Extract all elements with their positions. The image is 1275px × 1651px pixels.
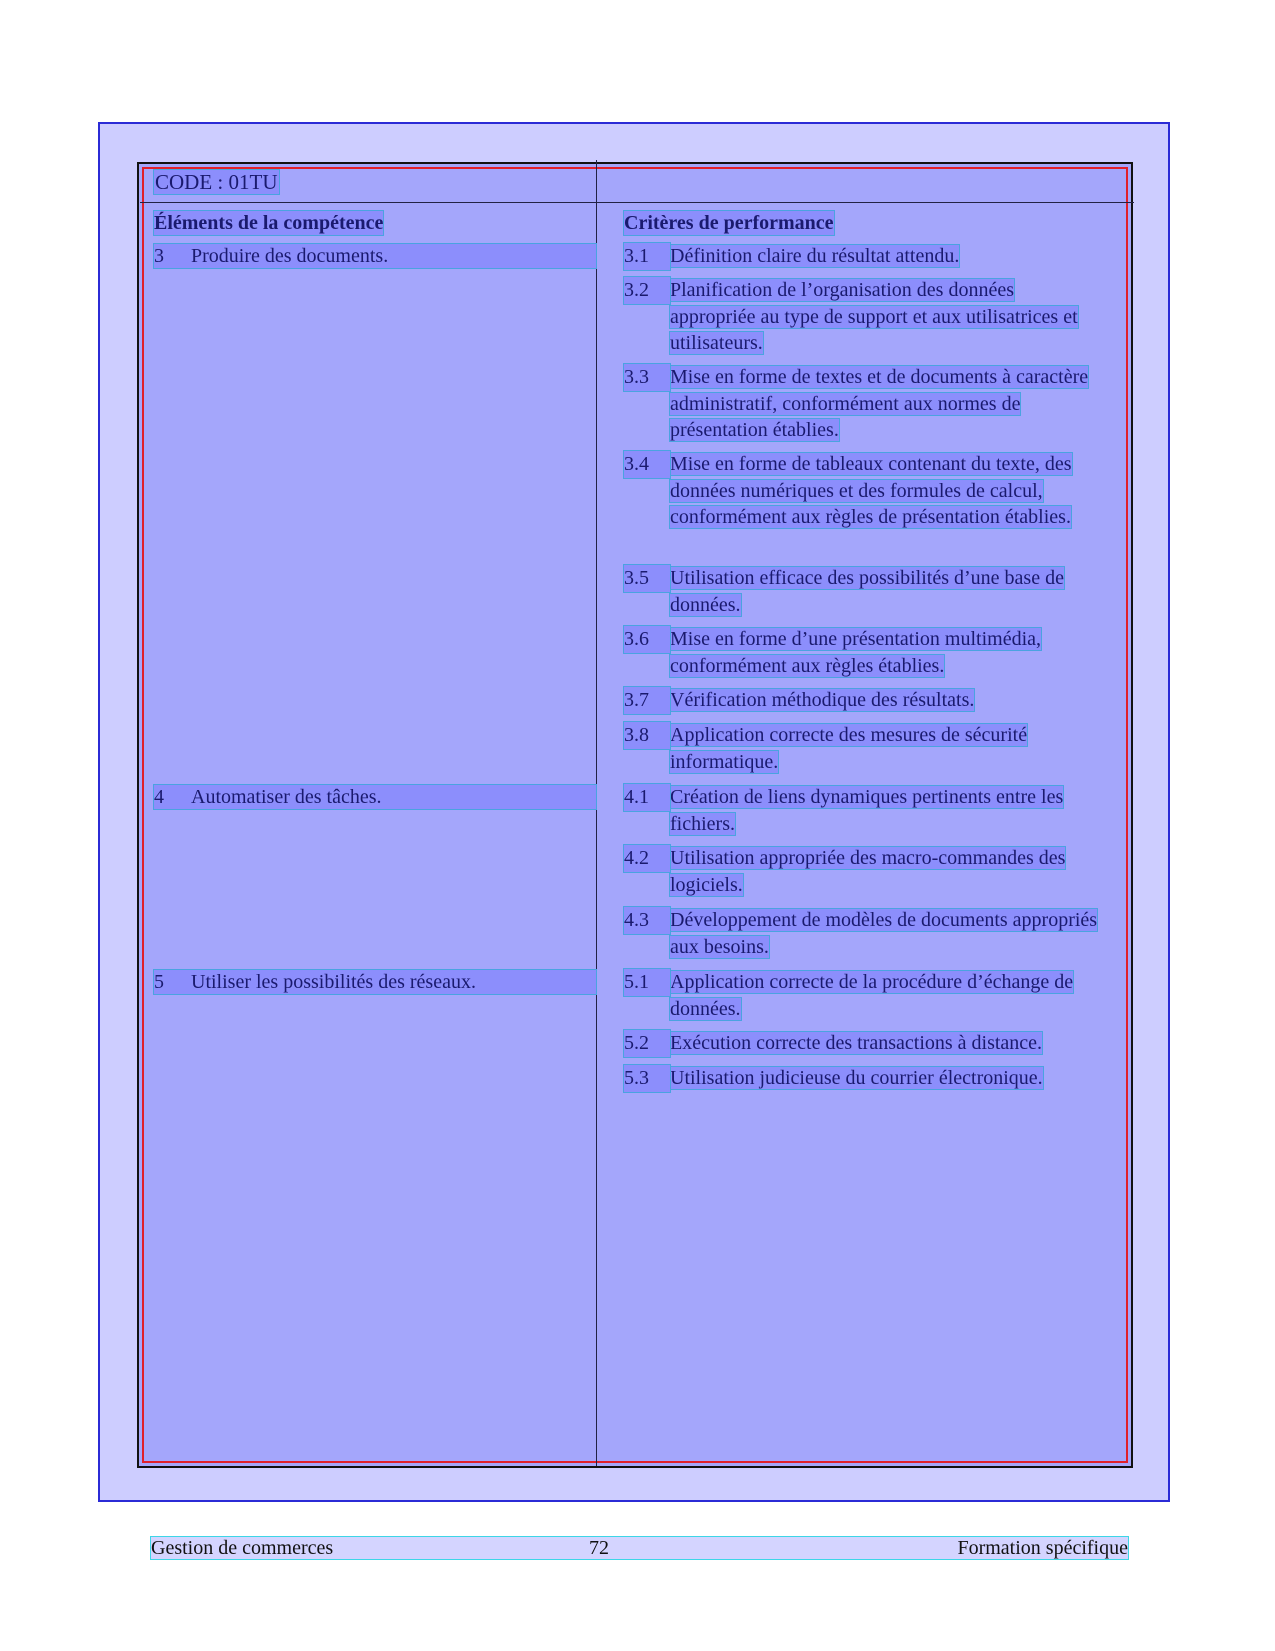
criterion-number: 3.2 [624, 277, 670, 304]
footer-page-number: 72 [589, 1537, 609, 1559]
column-divider [596, 160, 597, 1466]
criterion-text: Utilisation judicieuse du courrier électronique. [670, 1067, 1043, 1089]
criterion-text: Création de liens dynamiques pertinents entre les fichiers. [670, 786, 1064, 835]
criterion-3-4 [624, 451, 1104, 531]
criterion-number: 4.3 [624, 907, 670, 934]
footer-program: Gestion de commerces [151, 1537, 334, 1559]
criterion-3-5 [624, 565, 1104, 618]
criterion-3-2 [624, 277, 1104, 357]
criterion-text: Développement de modèles de documents appropriés aux besoins. [670, 909, 1098, 958]
criterion-4-2 [624, 845, 1104, 898]
criterion-text: Mise en forme d’une présentation multimédia, conformément aux règles établies. [670, 628, 1042, 677]
element-text: Automatiser des tâches. [191, 786, 382, 808]
element-4 [154, 785, 596, 809]
criterion-4-3 [624, 907, 1104, 960]
element-text: Produire des documents. [191, 245, 389, 267]
criterion-number: 3.4 [624, 451, 670, 478]
criterion-number: 3.5 [624, 565, 670, 592]
element-number: 4 [154, 786, 164, 808]
criterion-text: Mise en forme de textes et de documents à caractère administratif, conformément aux normes de présentation établies. [670, 366, 1089, 441]
criterion-number: 4.2 [624, 845, 670, 872]
criterion-number: 5.2 [624, 1030, 670, 1057]
element-number: 5 [154, 971, 164, 993]
element-text: Utiliser les possibilités des réseaux. [191, 971, 476, 993]
criterion-text: Application correcte des mesures de sécurité informatique. [670, 724, 1028, 773]
criterion-number: 3.1 [624, 243, 670, 270]
criterion-text: Vérification méthodique des résultats. [670, 689, 975, 711]
criterion-number: 3.8 [624, 722, 670, 749]
criterion-4-1 [624, 784, 1104, 837]
criterion-5-2 [624, 1030, 1104, 1057]
element-3 [154, 244, 596, 268]
criterion-number: 3.7 [624, 687, 670, 714]
criterion-number: 4.1 [624, 784, 670, 811]
criterion-text: Utilisation appropriée des macro-commandes des logiciels. [670, 847, 1066, 896]
criterion-text: Planification de l’organisation des données appropriée au type de support et aux utilisatrices et utilisateurs. [670, 279, 1078, 354]
criterion-3-6 [624, 626, 1104, 679]
element-5 [154, 970, 596, 994]
code-label: CODE : 01TU [155, 170, 278, 194]
criterion-text: Application correcte de la procédure d’échange de données. [670, 971, 1074, 1020]
page-footer [150, 1536, 1129, 1560]
criterion-text: Définition claire du résultat attendu. [670, 245, 960, 267]
criterion-3-3 [624, 364, 1104, 444]
criterion-3-1 [624, 243, 1104, 270]
header-rule [140, 202, 1134, 203]
criterion-number: 5.1 [624, 969, 670, 996]
criterion-text: Exécution correcte des transactions à distance. [670, 1032, 1043, 1054]
criterion-3-8 [624, 722, 1104, 775]
criterion-number: 3.3 [624, 364, 670, 391]
column-header-criteria: Critères de performance [624, 212, 834, 234]
criterion-text: Mise en forme de tableaux contenant du texte, des données numériques et des formules de calcul, conformément aux règles de présentation établies. [670, 453, 1072, 528]
criterion-text: Utilisation efficace des possibilités d’une base de données. [670, 567, 1064, 616]
footer-section: Formation spécifique [957, 1537, 1128, 1559]
criterion-3-7 [624, 687, 1104, 714]
element-number: 3 [154, 245, 164, 267]
column-header-elements: Éléments de la compétence [154, 212, 384, 234]
criterion-number: 3.6 [624, 626, 670, 653]
criterion-5-1 [624, 969, 1104, 1022]
criterion-5-3 [624, 1065, 1104, 1092]
criterion-number: 5.3 [624, 1065, 670, 1092]
